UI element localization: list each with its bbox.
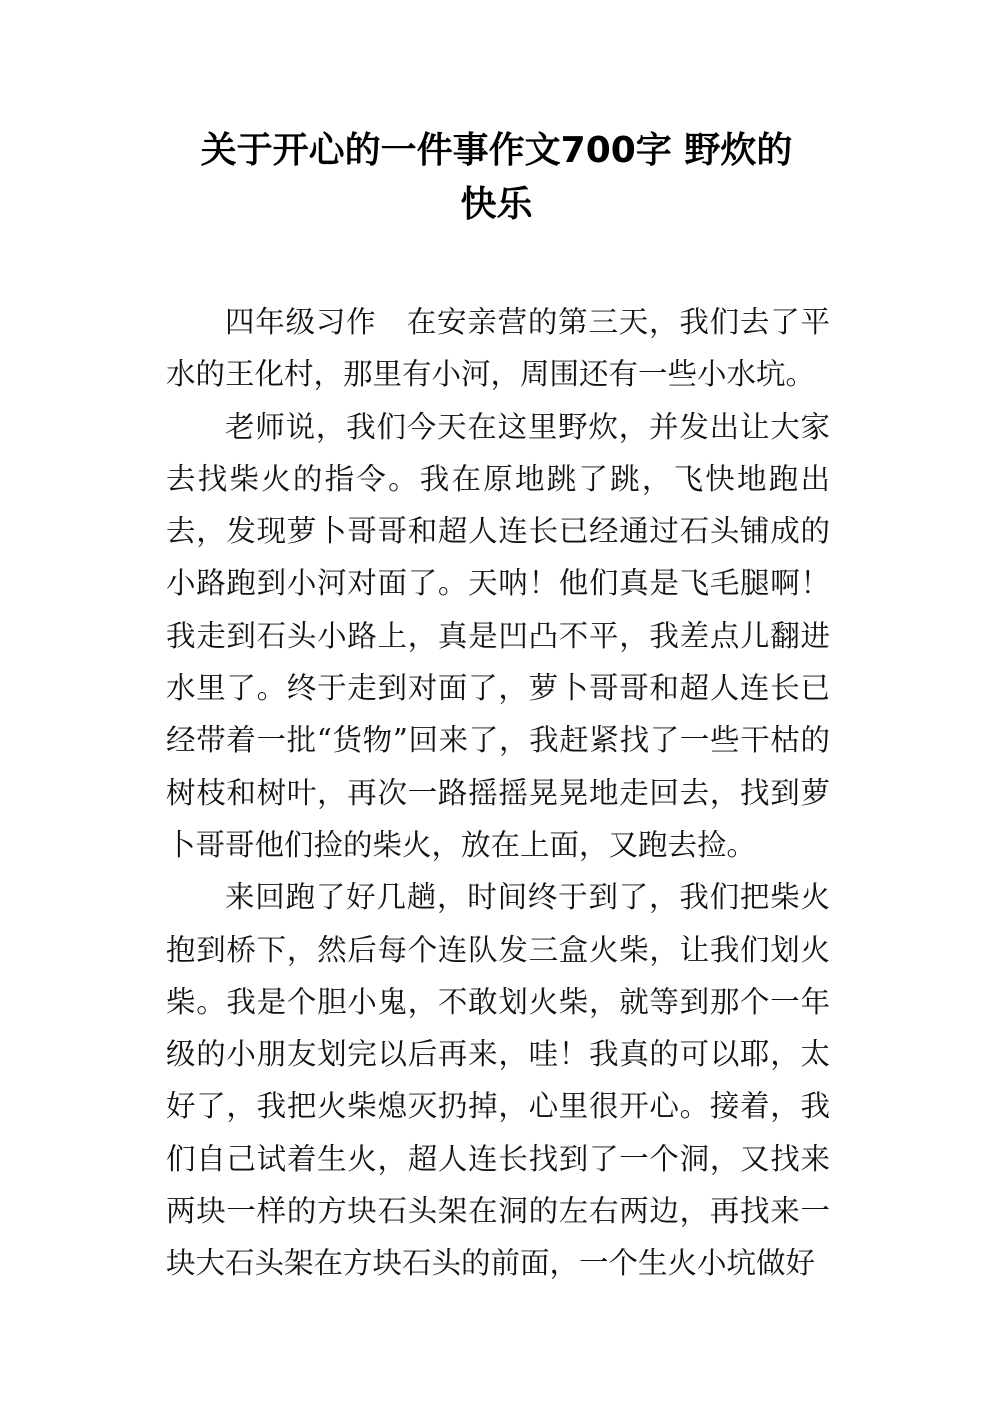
document-body — [166, 296, 830, 1290]
paragraph-3: 来回跑了好几趟，时间终于到了，我们把柴火抱到桥下，然后每个连队发三盒火柴，让我们划火柴。我是个胆小鬼，不敢划火柴，就等到那个一年级的小朋友划完以后再来，哇！我真的可以耶，太好了，我把火柴熄灭扔掉，心里很开心。接着，我们自己试着生火，超人连长找到了一个洞，又找来两块一样的方块石头架在洞的左右两边，再找来一块大石头架在方块石头的前面，一个生火小坑做好 — [166, 880, 830, 1281]
paragraph-2: 老师说，我们今天在这里野炊，并发出让大家去找柴火的指令。我在原地跳了跳，飞快地跑出去，发现萝卜哥哥和超人连长已经通过石头铺成的小路跑到小河对面了。天呐！他们真是飞毛腿啊！我走到石头小路上，真是凹凸不平，我差点儿翻进水里了。终于走到对面了，萝卜哥哥和超人连长已经带着一批“货物”回来了，我赶紧找了一些干枯的树枝和树叶，再次一路摇摇晃晃地走回去，找到萝卜哥哥他们捡的柴火，放在上面，又跑去捡。 — [166, 409, 830, 862]
paragraph-1: 四年级习作 在安亲营的第三天，我们去了平水的王化村，那里有小河，周围还有一些小水坑。 — [166, 305, 830, 392]
title-line-2: 快乐 — [460, 184, 533, 225]
title-line-1: 关于开心的一件事作文700字 野炊的 — [200, 130, 793, 171]
document-title — [130, 124, 863, 232]
